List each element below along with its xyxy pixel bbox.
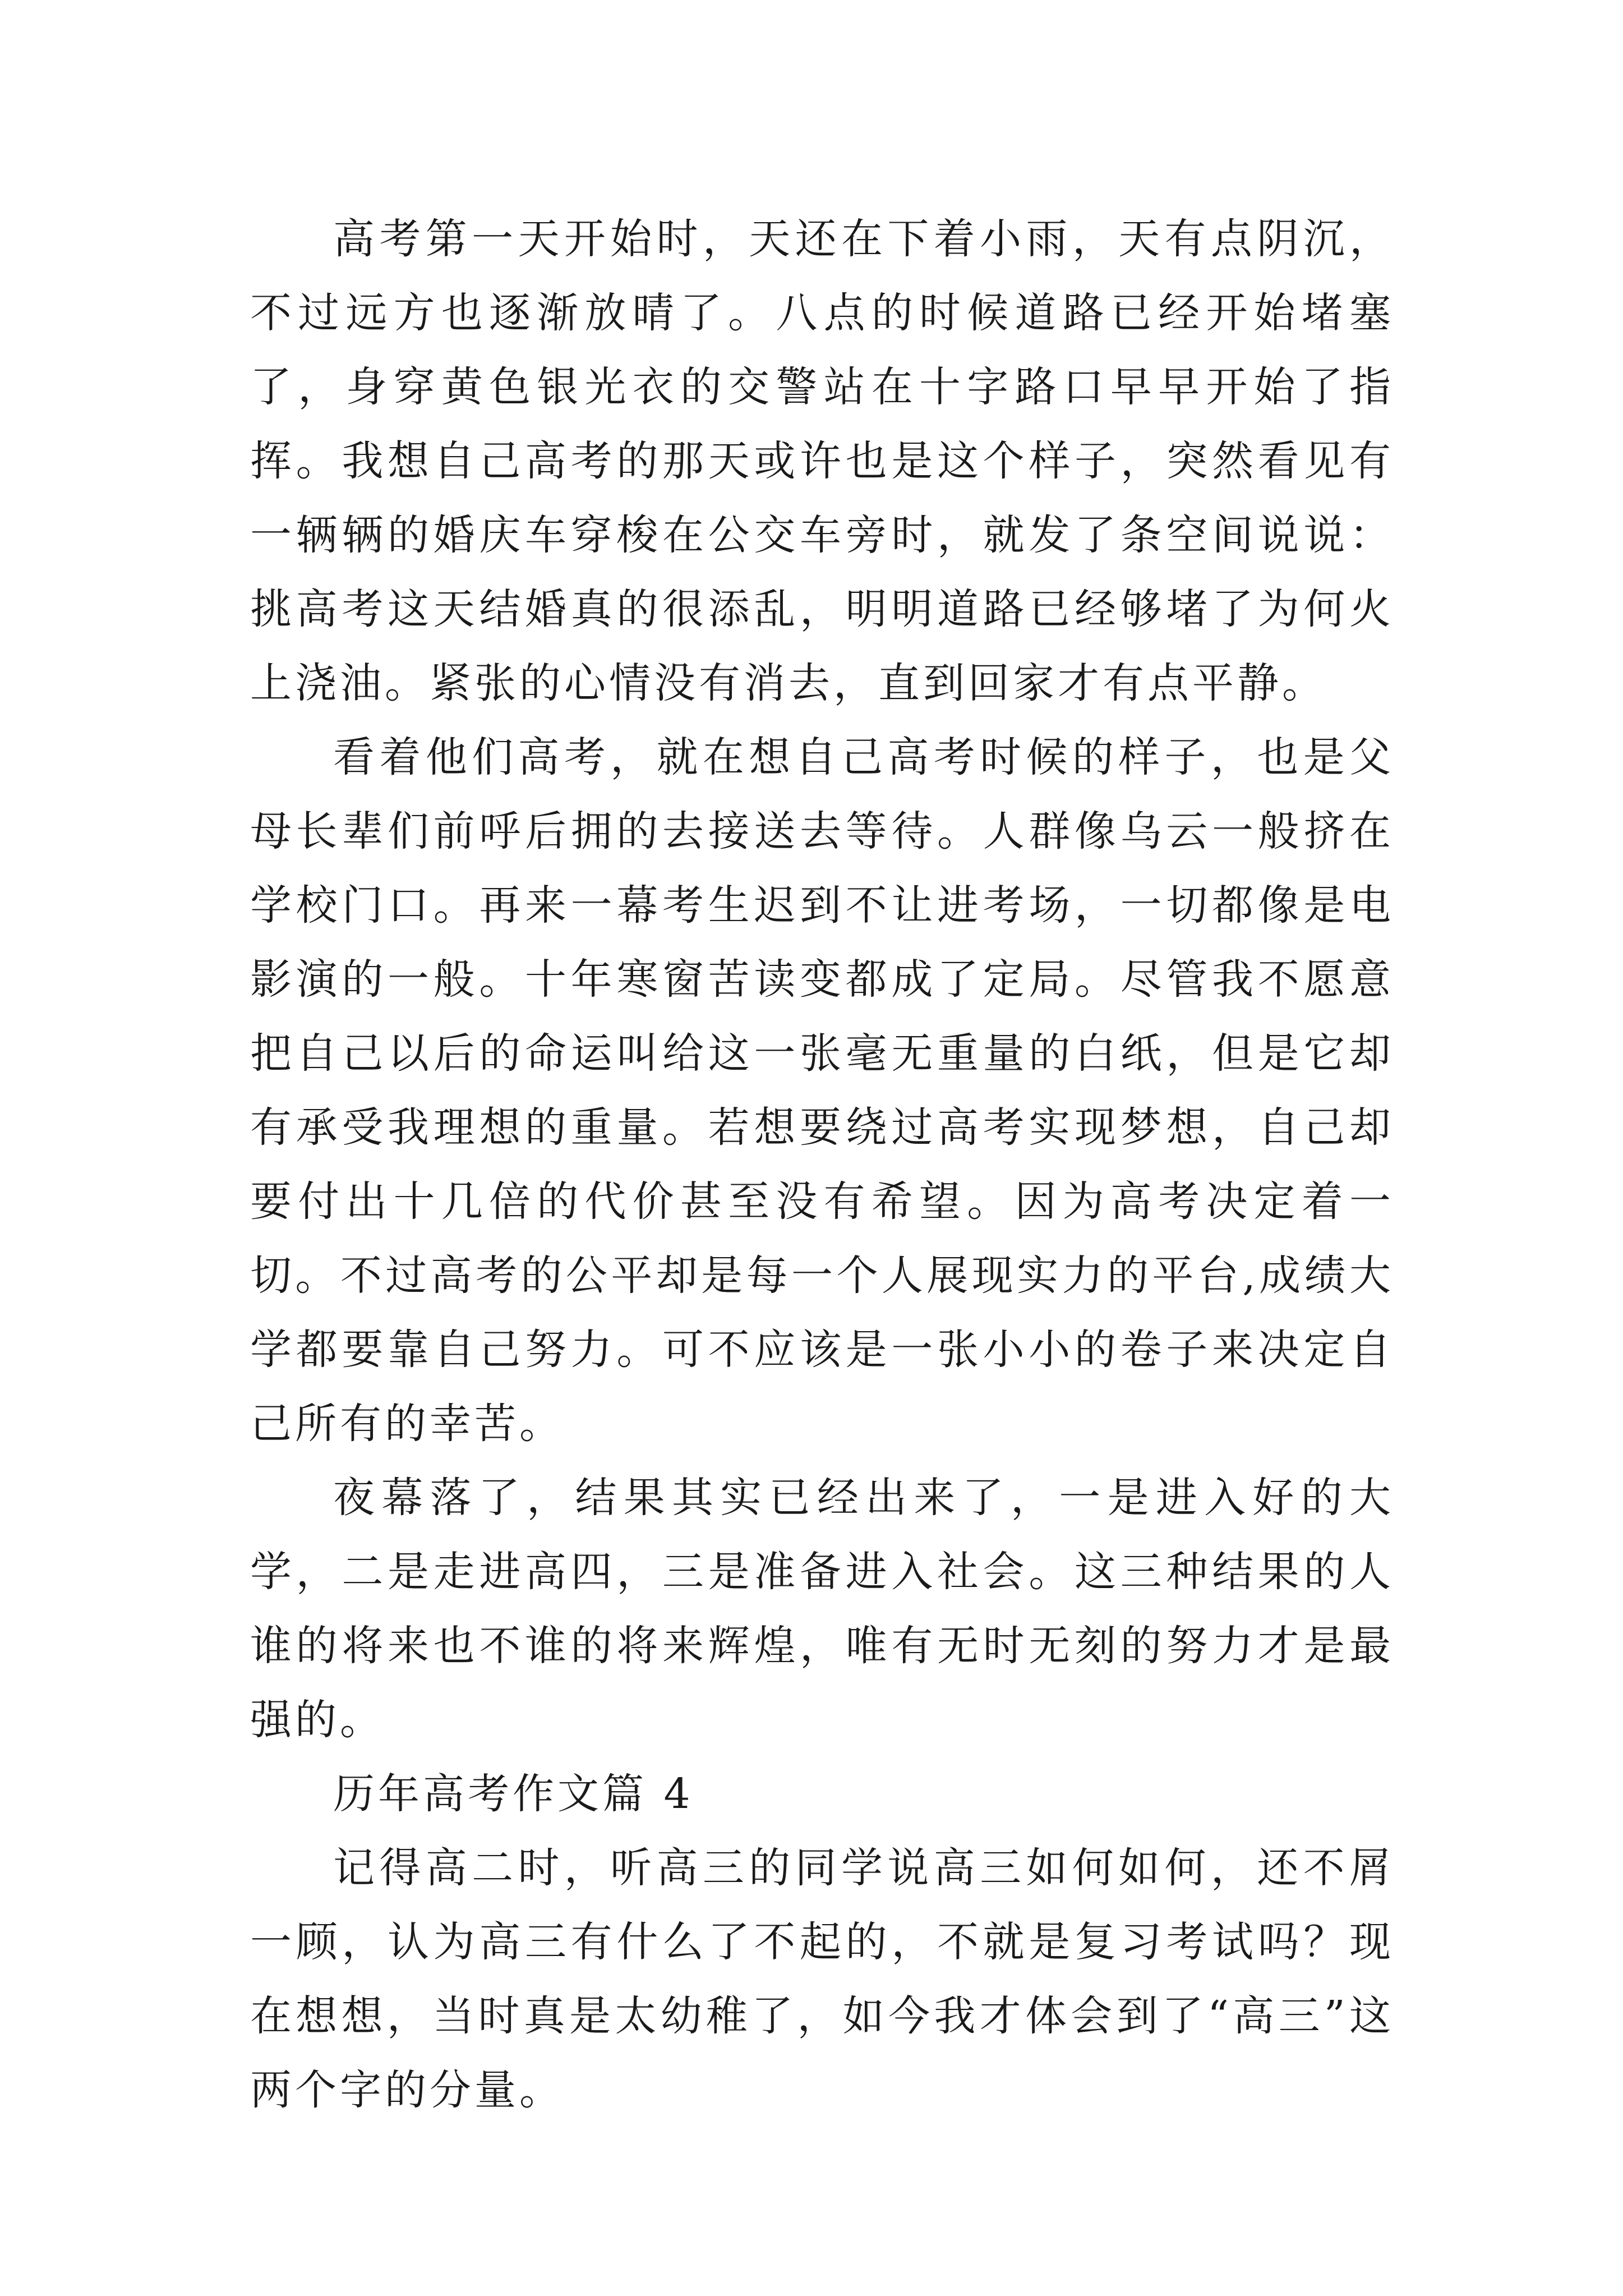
paragraph-nightfall: 夜幕落了，结果其实已经出来了，一是进入好的大学，二是走进高四，三是准备进入社会。这三种结果的人谁的将来也不谁的将来辉煌，唯有无时无刻的努力才是最强的。: [250, 1474, 1394, 1744]
paragraph-exam-first-day: 高考第一天开始时，天还在下着小雨，天有点阴沉，不过远方也逐渐放晴了。八点的时候道路已经开始堵塞了，身穿黄色银光衣的交警站在十字路口早早开始了指挥。我想自己高考的那天或许也是这个样子，突然看见有一辆辆的婚庆车穿梭在公交车旁时，就发了条空间说说：挑高考这天结婚真的很添乱，明明道路已经够堵了为何火上浇油。紧张的心情没有消去，直到回家才有点平静。: [250, 215, 1394, 707]
section-heading: 历年高考作文篇 4: [333, 1770, 694, 1818]
document-body: [250, 202, 1394, 2127]
paragraph-watching-exam: 看着他们高考，就在想自己高考时候的样子，也是父母长辈们前呼后拥的去接送去等待。人群像乌云一般挤在学校门口。再来一幕考生迟到不让进考场，一切都像是电影演的一般。十年寒窗苦读变都成了定局。尽管我不愿意把自己以后的命运叫给这一张毫无重量的白纸，但是它却有承受我理想的重量。若想要绕过高考实现梦想，自己却要付出十几倍的代价甚至没有希望。因为高考决定着一切。不过高考的公平却是每一个人展现实力的平台,成绩大学都要靠自己努力。可不应该是一张小小的卷子来决定自己所有的幸苦。: [250, 733, 1394, 1448]
paragraph-senior-year: 记得高二时，听高三的同学说高三如何如何，还不屑一顾，认为高三有什么了不起的，不就是复习考试吗？现在想想，当时真是太幼稚了，如今我才体会到了“高三”这两个字的分量。: [250, 1844, 1394, 2114]
